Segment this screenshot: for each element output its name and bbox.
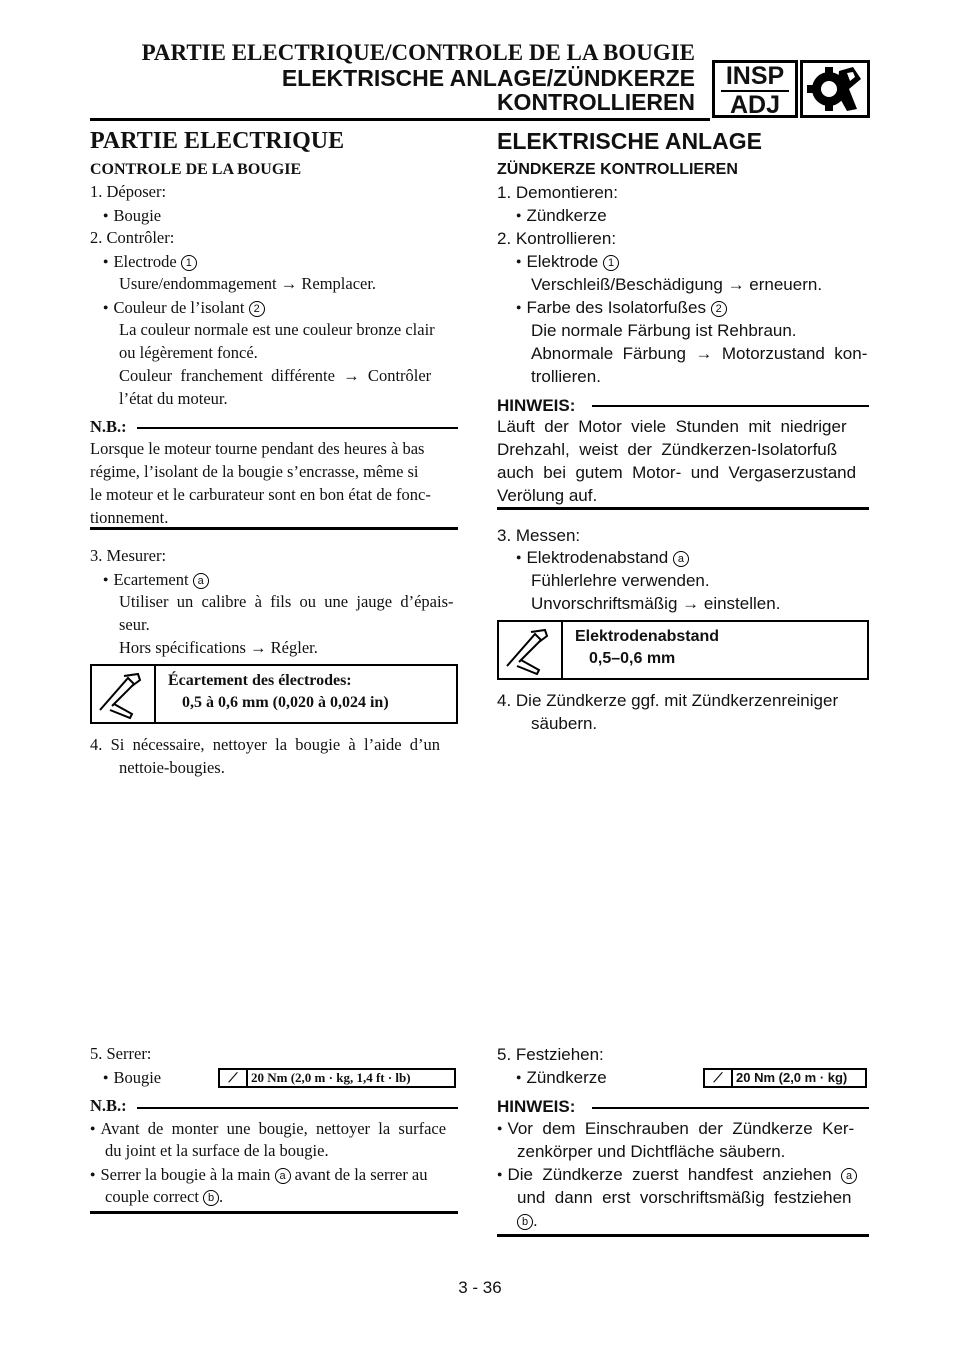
fr-step-4-line-2: nettoie-bougies. bbox=[119, 758, 225, 777]
callout-b: b bbox=[517, 1214, 533, 1230]
de-step-5: 5. Festziehen: bbox=[497, 1045, 604, 1064]
callout-a: a bbox=[673, 551, 689, 567]
de-hinweis-line-1: Läuft der Motor viele Stunden mit niedriger bbox=[497, 417, 847, 436]
fr-nb-line-3: le moteur et le carburateur sont en bon état de fonc- bbox=[90, 485, 431, 504]
fr-subtitle: CONTROLE DE LA BOUGIE bbox=[90, 161, 302, 178]
callout-a: a bbox=[275, 1168, 291, 1184]
fr-step-3-text-3: Hors spécifications → Régler. bbox=[119, 638, 318, 657]
de-hinweis2-bullet-1: ● Vor dem Einschrauben der Zündkerze Ker- bbox=[497, 1117, 854, 1140]
fr-step-1: 1. Déposer: bbox=[90, 182, 167, 201]
fr-nb-line-1: Lorsque le moteur tourne pendant des heures à bas bbox=[90, 439, 425, 458]
fr-nb2-bullet-2: ● Serrer la bougie à la main a avant de la serrer au bbox=[90, 1163, 428, 1187]
fr-nb2-heading: N.B.: bbox=[90, 1096, 127, 1115]
fr-nb2-rule-bottom bbox=[90, 1211, 458, 1214]
de-step-2-text-1: Verschleiß/Beschädigung → erneuern. bbox=[531, 275, 823, 294]
fr-step-2-bullet-1: ● Electrode 1 bbox=[103, 250, 197, 274]
fr-torque-box bbox=[218, 1068, 456, 1088]
de-step-2: 2. Kontrollieren: bbox=[497, 229, 617, 248]
de-step-2-bullet-2: ● Farbe des Isolatorfußes 2 bbox=[516, 296, 727, 319]
fr-step-5: 5. Serrer: bbox=[90, 1044, 152, 1063]
fr-step-3: 3. Mesurer: bbox=[90, 546, 167, 565]
de-section-title: ELEKTRISCHE ANLAGE bbox=[497, 128, 762, 154]
header-rule bbox=[90, 118, 710, 121]
de-step-1: 1. Demontieren: bbox=[497, 183, 618, 202]
de-step-2-text-3: Abnormale Färbung → Motorzustand kon- bbox=[531, 344, 868, 363]
caliper-icon bbox=[92, 666, 156, 722]
fr-nb-rule-top bbox=[137, 427, 458, 429]
de-step-3-text-2: Unvorschriftsmäßig → einstellen. bbox=[531, 594, 781, 613]
de-step-3-text-1: Fühlerlehre verwenden. bbox=[531, 571, 710, 590]
de-hinweis-rule-bottom bbox=[497, 507, 869, 510]
callout-a: a bbox=[193, 573, 209, 589]
insp-adj-badge bbox=[712, 60, 798, 118]
callout-a: a bbox=[841, 1168, 857, 1184]
fr-nb-line-4: tionnement. bbox=[90, 508, 169, 527]
de-hinweis-rule-top bbox=[592, 405, 869, 407]
fr-step-2: 2. Contrôler: bbox=[90, 228, 175, 247]
de-hinweis2-bullet-2-cont: und dann erst vorschriftsmäßig festziehen bbox=[517, 1188, 852, 1207]
fr-spec-title: Écartement des électrodes: bbox=[168, 672, 352, 689]
fr-step-3-text-2: seur. bbox=[119, 615, 150, 634]
de-step-4-line-2: säubern. bbox=[531, 714, 598, 733]
fr-step-2-text-5: l’état du moteur. bbox=[119, 389, 228, 408]
header-title-line2: ELEKTRISCHE ANLAGE/ZÜNDKERZE bbox=[281, 65, 695, 91]
de-spec-box bbox=[497, 620, 869, 680]
de-hinweis2-rule-top bbox=[592, 1107, 869, 1109]
de-step-2-bullet-1: ● Elektrode 1 bbox=[516, 250, 619, 273]
fr-step-1-bullet: ● Bougie bbox=[103, 204, 161, 228]
callout-1: 1 bbox=[603, 255, 619, 271]
badge-adj: ADJ bbox=[729, 91, 780, 119]
de-step-3-bullet: ● Elektrodenabstand a bbox=[516, 546, 689, 569]
fr-step-2-bullet-2: ● Couleur de l’isolant 2 bbox=[103, 296, 265, 320]
wrench-gear-icon bbox=[800, 60, 870, 118]
callout-2: 2 bbox=[711, 301, 727, 317]
header-title-line1: PARTIE ELECTRIQUE/CONTROLE DE LA BOUGIE bbox=[141, 40, 695, 65]
de-hinweis2-heading: HINWEIS: bbox=[497, 1097, 576, 1116]
de-hinweis2-bullet-2-end: b . bbox=[517, 1209, 538, 1232]
fr-nb-heading: N.B.: bbox=[90, 417, 127, 436]
fr-torque-value: 20 Nm (2,0 m · kg, 1,4 ft · lb) bbox=[251, 1070, 411, 1085]
fr-spec-box bbox=[90, 664, 458, 724]
torque-wrench-icon: ⟋ bbox=[220, 1070, 248, 1086]
caliper-icon bbox=[499, 622, 563, 678]
de-torque-box bbox=[703, 1068, 867, 1088]
de-step-3: 3. Messen: bbox=[497, 526, 581, 545]
de-step-4-line-1: 4. Die Zündkerze ggf. mit Zündkerzenreiniger bbox=[497, 691, 839, 710]
header-title-line3: KONTROLLIEREN bbox=[496, 89, 695, 115]
de-step-2-text-4: trollieren. bbox=[531, 367, 601, 386]
fr-step-2-text-3: ou légèrement foncé. bbox=[119, 343, 258, 362]
de-spec-value: 0,5–0,6 mm bbox=[589, 650, 676, 667]
de-step-1-bullet: ● Zündkerze bbox=[516, 204, 607, 227]
fr-nb2-bullet-1-cont: du joint et la surface de la bougie. bbox=[105, 1141, 329, 1160]
de-hinweis2-bullet-2: ● Die Zündkerze zuerst handfest anziehen a bbox=[497, 1163, 857, 1186]
fr-step-2-text-2: La couleur normale est une couleur bronze clair bbox=[119, 320, 435, 339]
fr-step-2-text-4: Couleur franchement différente → Contrôler bbox=[119, 366, 432, 385]
de-hinweis2-rule-bottom bbox=[497, 1234, 869, 1237]
de-step-2-text-2: Die normale Färbung ist Rehbraun. bbox=[531, 321, 797, 340]
de-torque-value: 20 Nm (2,0 m · kg) bbox=[736, 1070, 848, 1085]
de-hinweis2-bullet-1-cont: zenkörper und Dichtfläche säubern. bbox=[517, 1142, 786, 1161]
page-number: 3 - 36 bbox=[458, 1278, 502, 1297]
fr-step-5-bullet: ● Bougie bbox=[103, 1066, 161, 1090]
callout-2: 2 bbox=[249, 301, 265, 317]
fr-nb2-rule-top bbox=[137, 1107, 458, 1109]
fr-nb-line-2: régime, l’isolant de la bougie s’encrasse, même si bbox=[90, 462, 419, 481]
badge-insp: INSP bbox=[721, 63, 789, 92]
callout-b: b bbox=[203, 1190, 219, 1206]
fr-section-title: PARTIE ELECTRIQUE bbox=[90, 128, 345, 154]
fr-nb-rule-bottom bbox=[90, 527, 458, 530]
de-step-5-bullet: ● Zündkerze bbox=[516, 1066, 607, 1089]
de-hinweis-line-3: auch bei gutem Motor- und Vergaserzustand bbox=[497, 463, 857, 482]
de-subtitle: ZÜNDKERZE KONTROLLIEREN bbox=[497, 161, 738, 178]
callout-1: 1 bbox=[181, 255, 197, 271]
de-hinweis-heading: HINWEIS: bbox=[497, 396, 576, 415]
de-hinweis-line-2: Drehzahl, weist der Zündkerzen-Isolatorfuß bbox=[497, 440, 838, 459]
fr-spec-value: 0,5 à 0,6 mm (0,020 à 0,024 in) bbox=[182, 694, 389, 711]
fr-nb2-bullet-2-cont: couple correct b . bbox=[105, 1187, 224, 1206]
de-spec-title: Elektrodenabstand bbox=[575, 628, 720, 645]
fr-step-2-text-1: Usure/endommagement → Remplacer. bbox=[119, 274, 377, 293]
fr-step-3-text-1: Utiliser un calibre à fils ou une jauge d’épais- bbox=[119, 592, 454, 611]
fr-step-4-line-1: 4. Si nécessaire, nettoyer la bougie à l’aide d’un bbox=[90, 735, 441, 754]
torque-wrench-icon: ⟋ bbox=[705, 1070, 733, 1086]
de-hinweis-line-4: Verölung auf. bbox=[497, 486, 598, 505]
fr-step-3-bullet: ● Ecartement a bbox=[103, 568, 209, 592]
fr-nb2-bullet-1: ● Avant de monter une bougie, nettoyer la surface bbox=[90, 1117, 446, 1141]
